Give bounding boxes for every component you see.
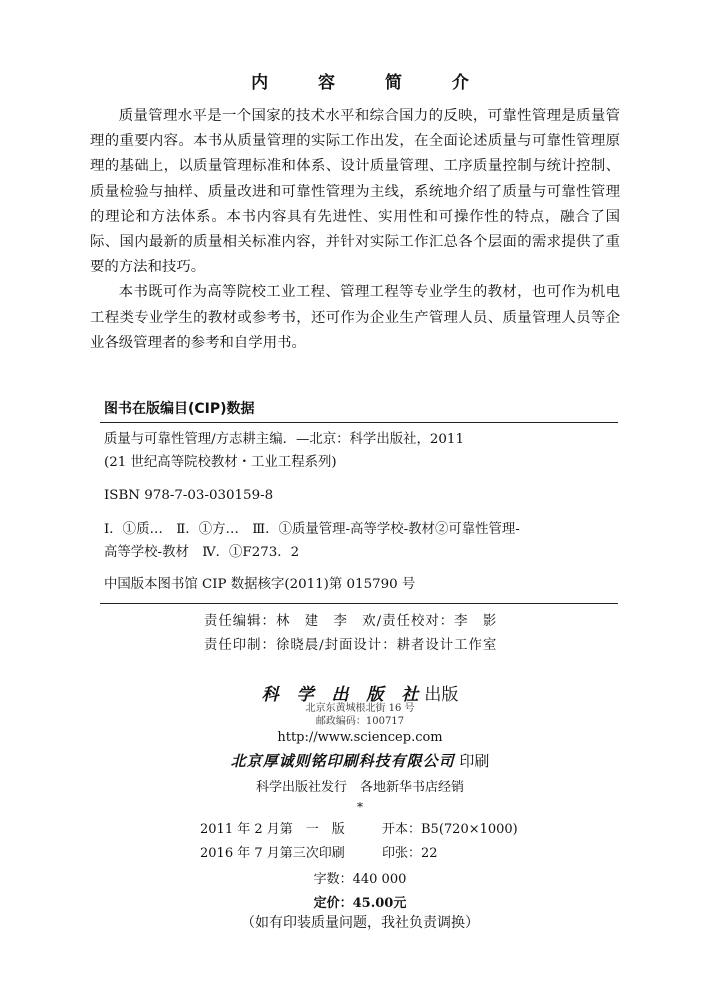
cip-heading: 图书在版编目(CIP)数据 xyxy=(104,401,255,417)
intro-paragraph-2: 本书既可作为高等院校工业工程、管理工程等专业学生的教材，也可作为机电工程类专业学生的教材或参考书，还可作为企业生产管理人员、质量管理人员等企业各级管理者的参考和自学用书。 xyxy=(90,284,620,351)
publisher-suffix: 出版 xyxy=(424,685,459,705)
intro-title: 内 容 简 介 xyxy=(251,73,491,93)
publisher-url: http://www.sciencep.com xyxy=(277,730,443,745)
printing-info: 2016 年 7 月第三次印刷 xyxy=(200,846,345,861)
publisher-postcode: 邮政编码：100717 xyxy=(315,716,405,727)
edition-line-2 xyxy=(200,844,530,864)
cip-title-line: 质量与可靠性管理/方志耕主编．—北京：科学出版社，2011 xyxy=(104,432,464,447)
cip-catalog-number: 中国版本图书馆 CIP 数据核字(2011)第 015790 号 xyxy=(104,577,416,592)
printer-name: 北京厚诚则铭印刷科技有限公司 xyxy=(230,752,455,770)
book-format: 开本：B5(720×1000) xyxy=(382,822,518,837)
cip-bottom-rule xyxy=(100,603,618,604)
price: 定价：45.00元 xyxy=(313,896,407,911)
responsible-production: 责任印制：徐晓晨/封面设计：耕者设计工作室 xyxy=(204,638,498,653)
word-count: 字数：440 000 xyxy=(313,872,407,887)
first-edition: 2011 年 2 月第 一 版 xyxy=(200,822,345,837)
intro-paragraph-1: 质量管理水平是一个国家的技术水平和综合国力的反映，可靠性管理是质量管理的重要内容。本书从质量管理的实际工作出发，在全面论述质量与可靠性管理原理的基础上，以质量管理标准和体系、设计质量管理、工序质量控制与统计控制、质量检验与抽样、质量改进和可靠性管理为主线，系统地介绍了质量与可靠性管理的理论和方法体系。本书内容具有先进性、实用性和可操作性的特点，融合了国际、国内最新的质量相关标准内容，并针对实际工作汇总各个层面的需求提供了重要的方法和技巧。 xyxy=(90,108,620,276)
cip-subject-line-1: Ⅰ．①质… Ⅱ．①方… Ⅲ．①质量管理-高等学校-教材②可靠性管理- xyxy=(104,522,520,537)
printer-line xyxy=(0,750,720,771)
separator-star: * xyxy=(357,800,363,814)
publisher-address: 北京东黄城根北街 16 号 xyxy=(305,703,415,714)
distribution-line: 科学出版社发行 各地新华书店经销 xyxy=(255,780,464,795)
printer-suffix: 印刷 xyxy=(459,752,490,770)
cip-isbn: ISBN 978-7-03-030159-8 xyxy=(104,488,274,503)
edition-line-1 xyxy=(200,820,530,840)
responsible-editors: 责任编辑：林 建 李 欢/责任校对：李 影 xyxy=(204,614,498,629)
publisher-name: 科 学 出 版 社 xyxy=(261,685,425,705)
cip-top-rule xyxy=(100,422,618,423)
quality-notice: （如有印装质量问题，我社负责调换） xyxy=(241,915,479,931)
intro-body xyxy=(90,104,620,356)
cip-subject-line-2: 高等学校-教材 Ⅳ．①F273．2 xyxy=(104,545,300,560)
cip-series-line: (21 世纪高等院校教材・工业工程系列) xyxy=(104,455,337,470)
printed-sheets: 印张：22 xyxy=(382,846,438,861)
